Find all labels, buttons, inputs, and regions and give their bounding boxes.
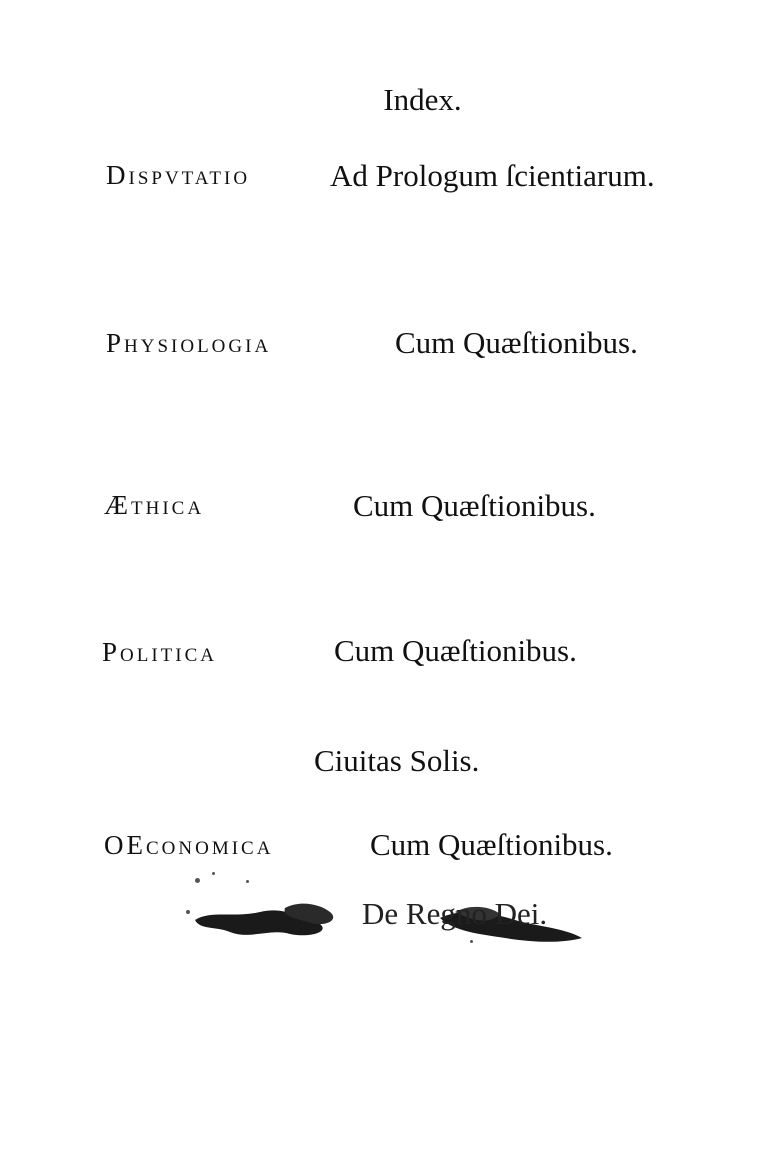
page-title: Index. <box>383 82 462 117</box>
section-name: Dispvtatio <box>106 160 251 190</box>
ink-speck <box>212 872 215 875</box>
section-name: Physiologia <box>106 328 272 358</box>
ink-speck <box>246 880 249 883</box>
index-entry-oeconomica <box>104 830 273 861</box>
ink-speck <box>470 940 473 943</box>
index-entry-disputatio <box>106 160 250 191</box>
section-name: Æthica <box>104 490 205 520</box>
smudged-line: De Regno Dei. <box>362 896 548 931</box>
entry-description: Cum Quæſtionibus. <box>370 827 613 862</box>
index-entry-politica <box>102 637 217 668</box>
centered-line: Ciuitas Solis. <box>314 743 480 778</box>
index-entry-aethica <box>104 490 204 521</box>
ink-speck <box>195 878 200 883</box>
entry-description: Cum Quæſtionibus. <box>353 488 596 523</box>
section-name: Politica <box>102 637 217 667</box>
entry-description: Cum Quæſtionibus. <box>395 325 638 360</box>
ink-speck <box>186 910 190 914</box>
entry-description: Ad Prologum ſcientiarum. <box>330 158 655 193</box>
index-entry-physiologia <box>106 328 271 359</box>
section-name: OEconomica <box>104 830 274 860</box>
entry-description: Cum Quæſtionibus. <box>334 633 577 668</box>
